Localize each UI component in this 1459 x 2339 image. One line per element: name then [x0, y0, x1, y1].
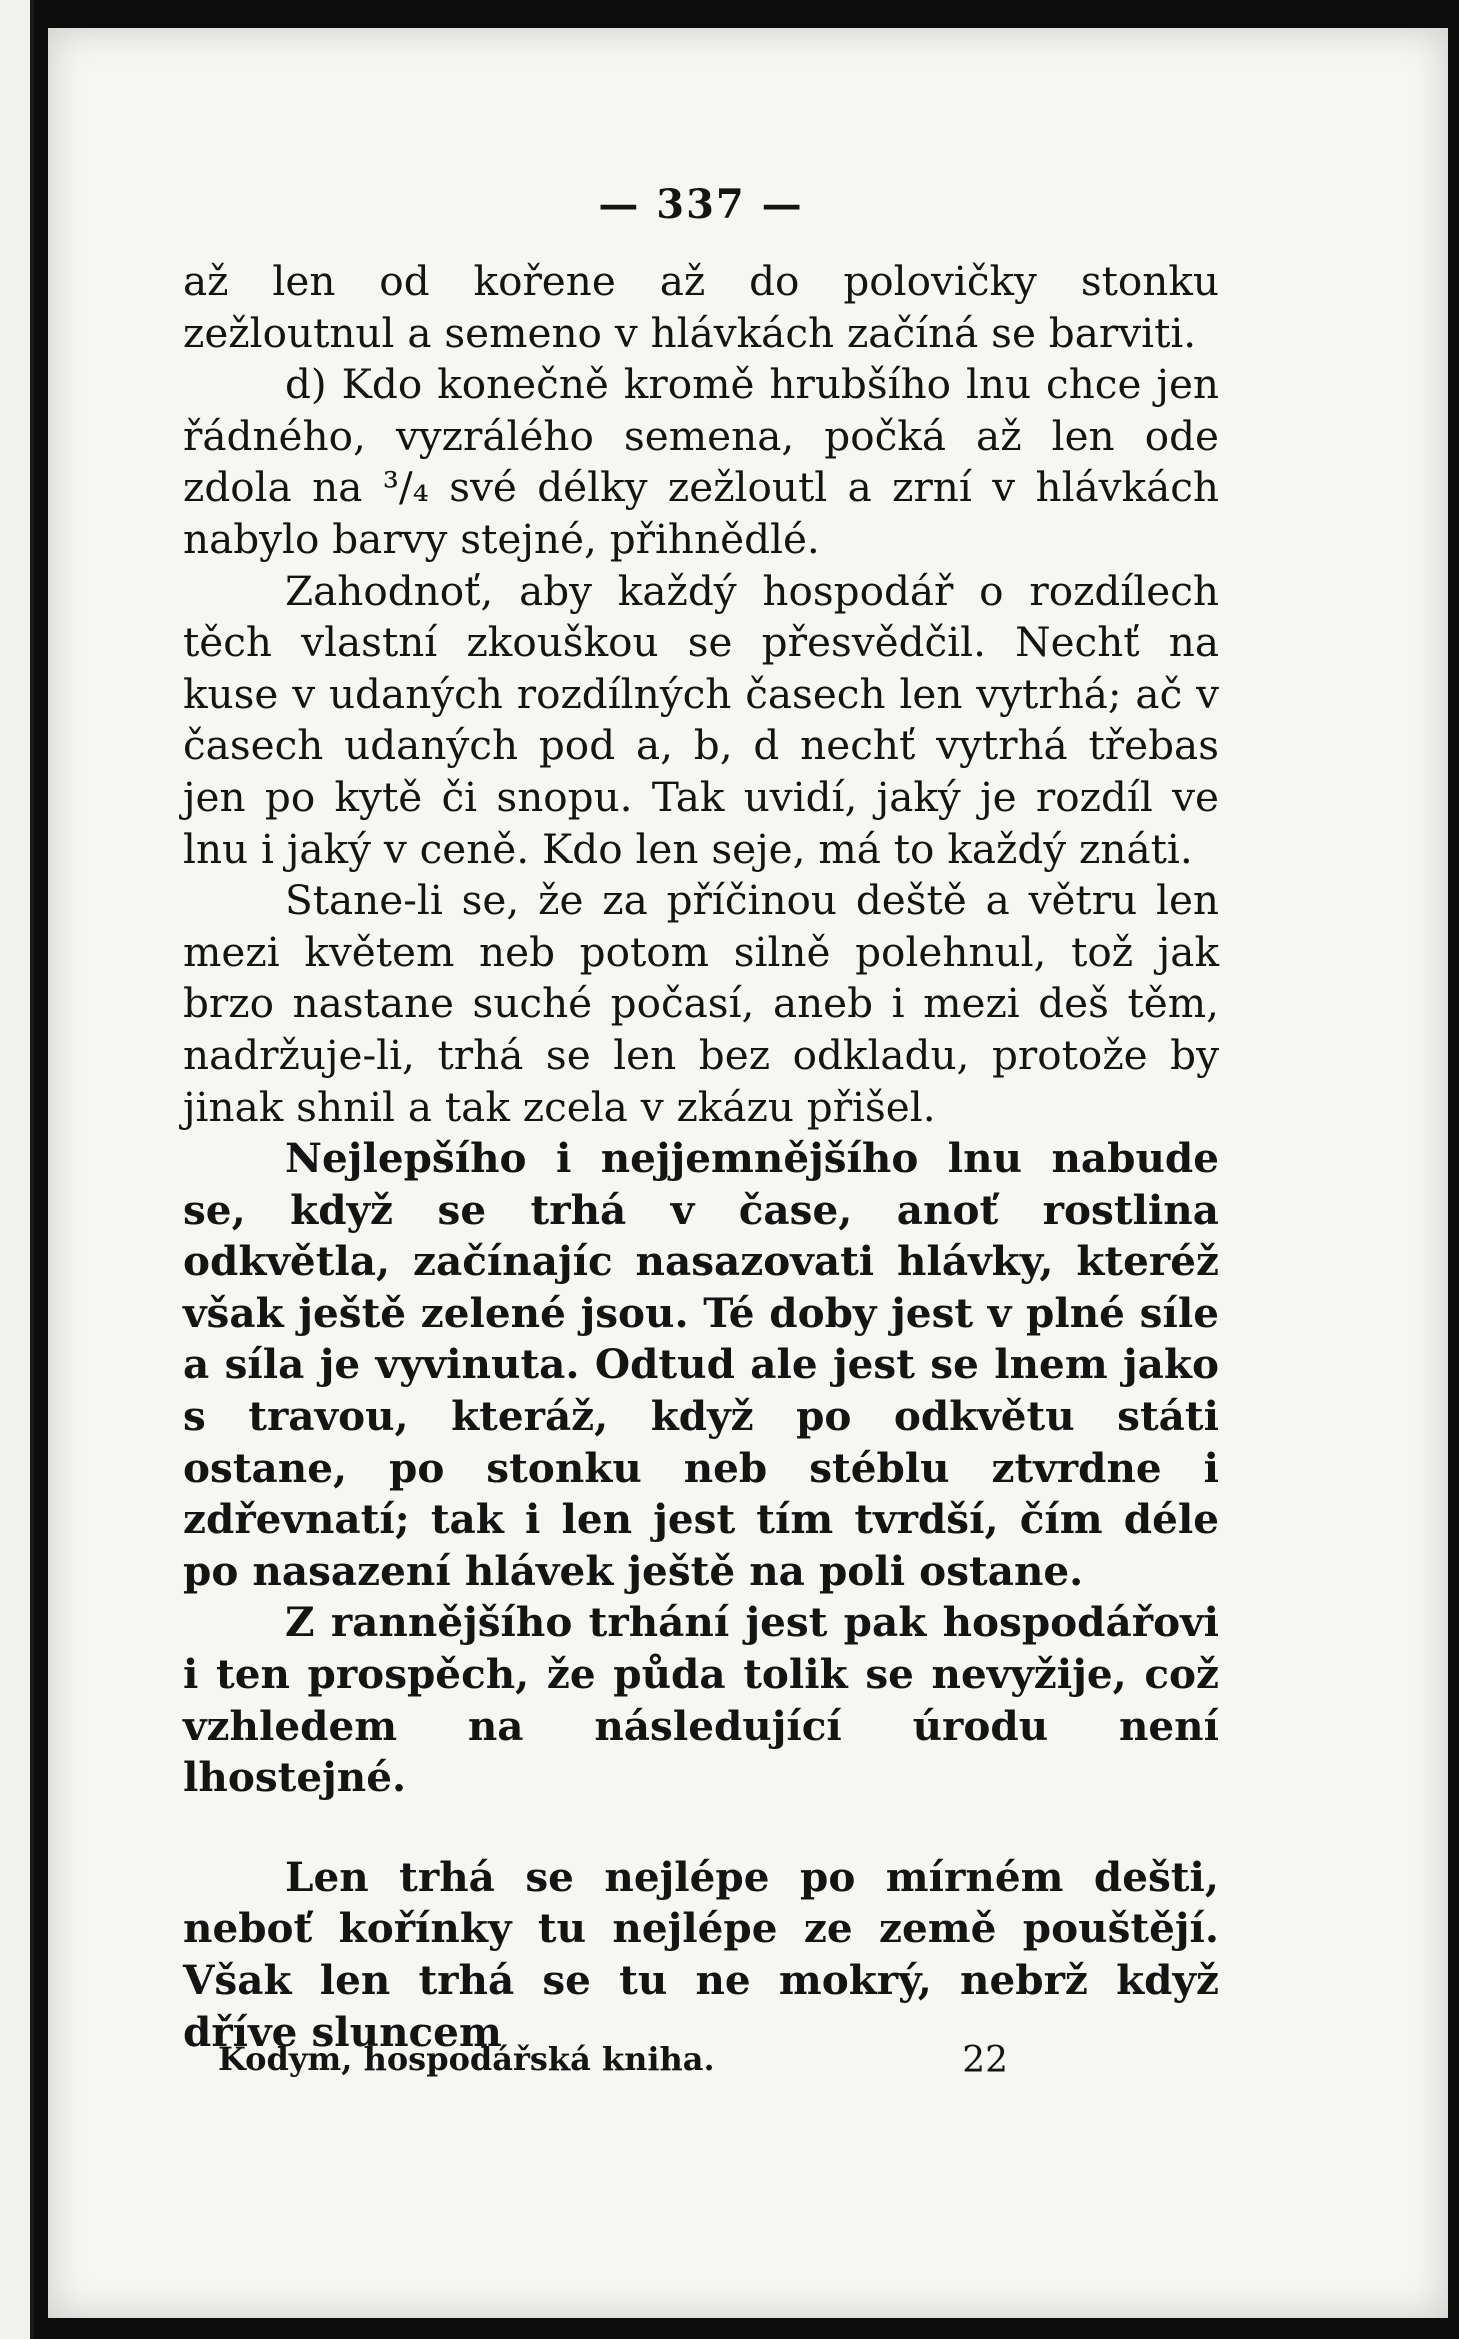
page-footer: [218, 2040, 1008, 2090]
adjacent-page-edge: [0, 0, 34, 2339]
page-text-block: [183, 180, 1219, 2058]
paragraph-1: až len od kořene až do polovičky stonku zežloutnul a semeno v hlávkách začíná se barviti.: [183, 257, 1219, 357]
paragraph-5: Nejlepšího i nejjemnějšího lnu nabude se, když se trhá v čase, anoť rostlina odkvětla, začínajíc nasazovati hlávky, kteréž však ještě zelené jsou. Té doby jest v plné síle a síla je vyvinuta. Odtud ale jest se lnem jako s travou, kteráž, když po odkvětu státi ostane, po stonku neb stéblu ztvrdne i zdřevnatí; tak i len jest tím tvrdší, čím déle po nasazení hlávek ještě na poli ostane.: [183, 1134, 1219, 1595]
page-number: — 337 —: [598, 181, 804, 228]
paragraph-4: Stane-li se, že za příčinou deště a větru len mezi květem neb potom silně polehnul, tož jak brzo nastane suché počasí, aneb i mezi deš těm, nadržuje-li, trhá se len bez odkladu, protože by jinak shnil a tak zcela v zkázu přišel.: [183, 876, 1219, 1131]
paragraph-7: Len trhá se nejlépe po mírném dešti, neboť kořínky tu nejlépe ze země pouštějí. Však len trhá se tu ne mokrý, nebrž když dříve sluncem: [183, 1852, 1219, 2056]
paragraph-3: Zahodnoť, aby každý hospodář o rozdílech těch vlastní zkouškou se přesvědčil. Nechť na kuse v udaných rozdílných časech len vytrhá; ač v časech udaných pod a, b, d nechť vytrhá třebas jen po kytě či snopu. Tak uvidí, jaký je rozdíl ve lnu i jaký v ceně. Kdo len seje, má to každý znáti.: [183, 566, 1219, 873]
signature-mark: 22: [962, 2040, 1008, 2081]
footer-source: Kodym, hospodářská kniha.: [218, 2040, 715, 2078]
paragraph-2: d) Kdo konečně kromě hrubšího lnu chce jen řádného, vyzrálého semena, počká až len ode zdola na ³/₄ své délky zežloutl a zrní v hlávkách nabylo barvy stejné, přihnědlé.: [183, 360, 1219, 563]
paragraph-6: Z rannějšího trhání jest pak hospodářovi i ten prospěch, že půda tolik se nevyžije, což vzhledem na následující úrodu není lhostejné.: [183, 1598, 1219, 1802]
